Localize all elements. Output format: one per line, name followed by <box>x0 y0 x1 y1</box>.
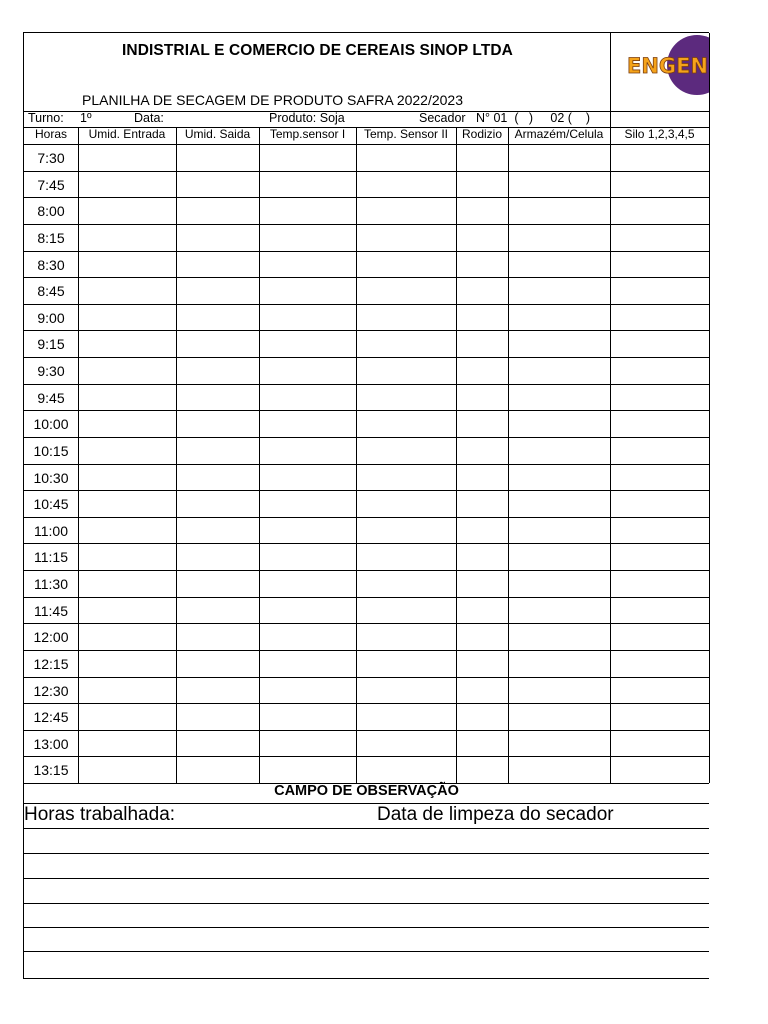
time-slot: 12:45 <box>33 709 69 726</box>
entry-cell[interactable] <box>79 624 175 649</box>
entry-cell[interactable] <box>611 678 708 703</box>
entry-cell[interactable] <box>509 358 609 383</box>
hours-worked-label: Horas trabalhada: <box>24 804 176 825</box>
time-slot: 9:00 <box>37 309 65 326</box>
entry-cell[interactable] <box>177 624 258 649</box>
entry-cell[interactable] <box>457 678 507 703</box>
entry-cell[interactable] <box>260 624 355 649</box>
entry-cell[interactable] <box>457 465 507 490</box>
entry-cell[interactable] <box>357 465 455 490</box>
entry-cell[interactable] <box>457 252 507 277</box>
entry-cell[interactable] <box>357 598 455 623</box>
entry-cell[interactable] <box>260 731 355 756</box>
entry-cell[interactable] <box>457 571 507 596</box>
entry-cell[interactable] <box>611 518 708 543</box>
entry-cell[interactable] <box>611 225 708 250</box>
entry-cell[interactable] <box>260 278 355 303</box>
column-header: Temp. Sensor II <box>363 127 449 141</box>
logo-divider <box>610 33 611 127</box>
entry-cell[interactable] <box>79 731 175 756</box>
entry-cell[interactable] <box>457 704 507 729</box>
observation-line <box>24 803 709 804</box>
time-slot: 9:30 <box>37 363 65 379</box>
entry-cell[interactable] <box>357 305 455 330</box>
column-header: Umid. Saida <box>184 127 251 141</box>
entry-cell[interactable] <box>177 757 258 782</box>
entry-cell[interactable] <box>79 598 175 623</box>
entry-cell[interactable] <box>79 331 175 356</box>
time-slot: 11:00 <box>34 522 68 539</box>
entry-cell[interactable] <box>611 438 708 463</box>
entry-cell[interactable] <box>509 278 609 303</box>
observation-line <box>24 853 709 854</box>
entry-cell[interactable] <box>509 252 609 277</box>
entry-cell[interactable] <box>79 305 175 330</box>
entry-cell[interactable] <box>177 358 258 383</box>
entry-cell[interactable] <box>611 278 708 303</box>
entry-cell[interactable] <box>509 518 609 543</box>
entry-cell[interactable] <box>611 491 708 516</box>
entry-cell[interactable] <box>260 571 355 596</box>
entry-cell[interactable] <box>177 598 258 623</box>
entry-cell[interactable] <box>457 225 507 250</box>
entry-cell[interactable] <box>509 305 609 330</box>
right-border <box>709 33 710 783</box>
entry-cell[interactable] <box>260 225 355 250</box>
column-header: Temp.sensor I <box>269 127 346 141</box>
svg-text:ENGEN: ENGEN <box>627 54 709 78</box>
company-logo <box>617 33 709 109</box>
entry-cell[interactable] <box>79 411 175 436</box>
entry-cell[interactable] <box>177 704 258 729</box>
entry-cell[interactable] <box>357 704 455 729</box>
entry-cell[interactable] <box>509 571 609 596</box>
entry-cell[interactable] <box>357 225 455 250</box>
entry-cell[interactable] <box>457 145 507 170</box>
entry-cell[interactable] <box>177 518 258 543</box>
entry-cell[interactable] <box>509 145 609 170</box>
entry-cell[interactable] <box>79 145 175 170</box>
entry-cell[interactable] <box>509 198 609 223</box>
entry-cell[interactable] <box>79 438 175 463</box>
entry-cell[interactable] <box>457 278 507 303</box>
entry-cell[interactable] <box>357 411 455 436</box>
entry-cell[interactable] <box>260 145 355 170</box>
entry-cell[interactable] <box>457 491 507 516</box>
entry-cell[interactable] <box>509 172 609 197</box>
time-slot: 11:30 <box>34 576 68 592</box>
entry-cell[interactable] <box>260 385 355 410</box>
observation-line <box>24 927 709 928</box>
entry-cell[interactable] <box>357 624 455 649</box>
entry-cell[interactable] <box>611 757 708 782</box>
entry-cell[interactable] <box>457 518 507 543</box>
entry-cell[interactable] <box>177 678 258 703</box>
entry-cell[interactable] <box>177 172 258 197</box>
turno-label: Turno: <box>28 111 64 125</box>
entry-cell[interactable] <box>260 491 355 516</box>
entry-cell[interactable] <box>509 225 609 250</box>
entry-cell[interactable] <box>260 252 355 277</box>
entry-cell[interactable] <box>611 465 708 490</box>
company-name: INDISTRIAL E COMERCIO DE CEREAIS SINOP LTDA <box>122 42 513 59</box>
entry-cell[interactable] <box>509 411 609 436</box>
entry-cell[interactable] <box>357 757 455 782</box>
entry-cell[interactable] <box>177 438 258 463</box>
product-label: Produto: Soja <box>269 111 345 125</box>
entry-cell[interactable] <box>509 624 609 649</box>
entry-cell[interactable] <box>79 571 175 596</box>
entry-cell[interactable] <box>611 198 708 223</box>
entry-cell[interactable] <box>457 331 507 356</box>
turno-value: 1º <box>80 111 92 125</box>
entry-cell[interactable] <box>509 544 609 569</box>
entry-cell[interactable] <box>177 544 258 569</box>
entry-cell[interactable] <box>260 544 355 569</box>
row-divider <box>24 783 709 784</box>
entry-cell[interactable] <box>509 598 609 623</box>
entry-cell[interactable] <box>260 757 355 782</box>
entry-cell[interactable] <box>177 731 258 756</box>
entry-cell[interactable] <box>260 438 355 463</box>
entry-cell[interactable] <box>457 438 507 463</box>
dryer-label: Secador N° 01 ( ) 02 ( ) <box>419 111 591 125</box>
entry-cell[interactable] <box>260 465 355 490</box>
column-header: Armazém/Celula <box>514 127 604 141</box>
time-slot: 12:15 <box>33 655 69 672</box>
time-slot: 7:30 <box>37 150 65 166</box>
entry-cell[interactable] <box>457 731 507 756</box>
entry-cell[interactable] <box>260 172 355 197</box>
time-slot: 13:00 <box>33 735 69 752</box>
entry-cell[interactable] <box>79 757 175 782</box>
entry-cell[interactable] <box>260 651 355 676</box>
entry-cell[interactable] <box>509 331 609 356</box>
entry-cell[interactable] <box>509 465 609 490</box>
entry-cell[interactable] <box>611 172 708 197</box>
entry-cell[interactable] <box>457 305 507 330</box>
entry-cell[interactable] <box>457 358 507 383</box>
entry-cell[interactable] <box>260 198 355 223</box>
observation-line <box>24 828 709 829</box>
time-slot: 10:45 <box>33 496 69 513</box>
entry-cell[interactable] <box>260 704 355 729</box>
entry-cell[interactable] <box>611 704 708 729</box>
entry-cell[interactable] <box>177 491 258 516</box>
entry-cell[interactable] <box>177 331 258 356</box>
entry-cell[interactable] <box>611 571 708 596</box>
entry-cell[interactable] <box>509 491 609 516</box>
entry-cell[interactable] <box>260 305 355 330</box>
entry-cell[interactable] <box>177 385 258 410</box>
entry-cell[interactable] <box>509 651 609 676</box>
info-row-top <box>24 111 709 112</box>
time-slot: 12:00 <box>33 629 69 646</box>
entry-cell[interactable] <box>509 704 609 729</box>
observation-line <box>24 951 709 952</box>
entry-cell[interactable] <box>79 518 175 543</box>
entry-cell[interactable] <box>509 678 609 703</box>
entry-cell[interactable] <box>611 731 708 756</box>
entry-cell[interactable] <box>357 145 455 170</box>
entry-cell[interactable] <box>357 571 455 596</box>
entry-cell[interactable] <box>509 757 609 782</box>
entry-cell[interactable] <box>79 704 175 729</box>
entry-cell[interactable] <box>357 358 455 383</box>
entry-cell[interactable] <box>357 544 455 569</box>
entry-cell[interactable] <box>611 305 708 330</box>
entry-cell[interactable] <box>177 411 258 436</box>
entry-cell[interactable] <box>357 198 455 223</box>
entry-cell[interactable] <box>357 491 455 516</box>
entry-cell[interactable] <box>357 651 455 676</box>
entry-cell[interactable] <box>611 252 708 277</box>
entry-cell[interactable] <box>357 678 455 703</box>
entry-cell[interactable] <box>509 438 609 463</box>
entry-cell[interactable] <box>79 651 175 676</box>
entry-cell[interactable] <box>177 225 258 250</box>
entry-cell[interactable] <box>611 598 708 623</box>
entry-cell[interactable] <box>79 278 175 303</box>
entry-cell[interactable] <box>177 145 258 170</box>
entry-cell[interactable] <box>79 198 175 223</box>
time-slot: 9:15 <box>37 336 65 353</box>
time-slot: 9:45 <box>37 389 65 406</box>
entry-cell[interactable] <box>457 624 507 649</box>
entry-cell[interactable] <box>509 385 609 410</box>
entry-cell[interactable] <box>509 731 609 756</box>
drying-log-sheet <box>23 32 709 979</box>
entry-cell[interactable] <box>79 544 175 569</box>
entry-cell[interactable] <box>260 598 355 623</box>
entry-cell[interactable] <box>79 172 175 197</box>
entry-cell[interactable] <box>457 598 507 623</box>
entry-cell[interactable] <box>457 651 507 676</box>
entry-cell[interactable] <box>457 411 507 436</box>
entry-cell[interactable] <box>177 278 258 303</box>
entry-cell[interactable] <box>611 385 708 410</box>
entry-cell[interactable] <box>260 331 355 356</box>
date-label: Data: <box>134 111 164 125</box>
entry-cell[interactable] <box>357 172 455 197</box>
entry-cell[interactable] <box>611 331 708 356</box>
entry-cell[interactable] <box>611 544 708 569</box>
entry-cell[interactable] <box>357 331 455 356</box>
entry-cell[interactable] <box>260 411 355 436</box>
entry-cell[interactable] <box>79 491 175 516</box>
sheet-title: PLANILHA DE SECAGEM DE PRODUTO SAFRA 2022/2023 <box>82 92 464 108</box>
entry-cell[interactable] <box>611 624 708 649</box>
column-header: Umid. Entrada <box>88 127 166 141</box>
entry-cell[interactable] <box>260 678 355 703</box>
entry-cell[interactable] <box>457 198 507 223</box>
time-slot: 10:15 <box>33 442 69 459</box>
entry-cell[interactable] <box>611 411 708 436</box>
column-header: Horas <box>34 127 67 141</box>
entry-cell[interactable] <box>260 358 355 383</box>
entry-cell[interactable] <box>357 438 455 463</box>
entry-cell[interactable] <box>177 305 258 330</box>
entry-cell[interactable] <box>177 465 258 490</box>
entry-cell[interactable] <box>357 518 455 543</box>
entry-cell[interactable] <box>79 252 175 277</box>
entry-cell[interactable] <box>611 145 708 170</box>
time-slot: 8:45 <box>37 283 65 300</box>
column-header: Rodizio <box>461 127 503 141</box>
time-slot: 8:30 <box>37 256 65 273</box>
time-slot: 8:15 <box>37 229 65 246</box>
time-slot: 8:00 <box>37 203 65 220</box>
observation-title: CAMPO DE OBSERVAÇÃO <box>274 783 459 799</box>
entry-cell[interactable] <box>79 225 175 250</box>
observation-line <box>24 878 709 879</box>
entry-cell[interactable] <box>79 385 175 410</box>
entry-cell[interactable] <box>177 651 258 676</box>
time-slot: 11:45 <box>34 602 68 619</box>
entry-cell[interactable] <box>79 465 175 490</box>
time-slot: 13:15 <box>33 762 69 779</box>
time-slot: 11:15 <box>34 549 68 566</box>
entry-cell[interactable] <box>611 358 708 383</box>
entry-cell[interactable] <box>457 172 507 197</box>
time-slot: 10:00 <box>33 416 69 433</box>
entry-cell[interactable] <box>357 385 455 410</box>
entry-cell[interactable] <box>457 544 507 569</box>
entry-cell[interactable] <box>177 252 258 277</box>
entry-cell[interactable] <box>357 278 455 303</box>
entry-cell[interactable] <box>79 358 175 383</box>
cleaning-date-label: Data de limpeza do secador <box>377 804 614 825</box>
time-slot: 12:30 <box>33 682 69 699</box>
time-slot: 7:45 <box>37 176 65 193</box>
entry-cell[interactable] <box>357 252 455 277</box>
time-slot: 10:30 <box>33 469 69 486</box>
entry-cell[interactable] <box>260 518 355 543</box>
entry-cell[interactable] <box>357 731 455 756</box>
entry-cell[interactable] <box>457 385 507 410</box>
observation-line <box>24 903 709 904</box>
entry-cell[interactable] <box>177 571 258 596</box>
entry-cell[interactable] <box>611 651 708 676</box>
entry-cell[interactable] <box>457 757 507 782</box>
entry-cell[interactable] <box>177 198 258 223</box>
entry-cell[interactable] <box>79 678 175 703</box>
column-header: Silo 1,2,3,4,5 <box>624 127 695 141</box>
